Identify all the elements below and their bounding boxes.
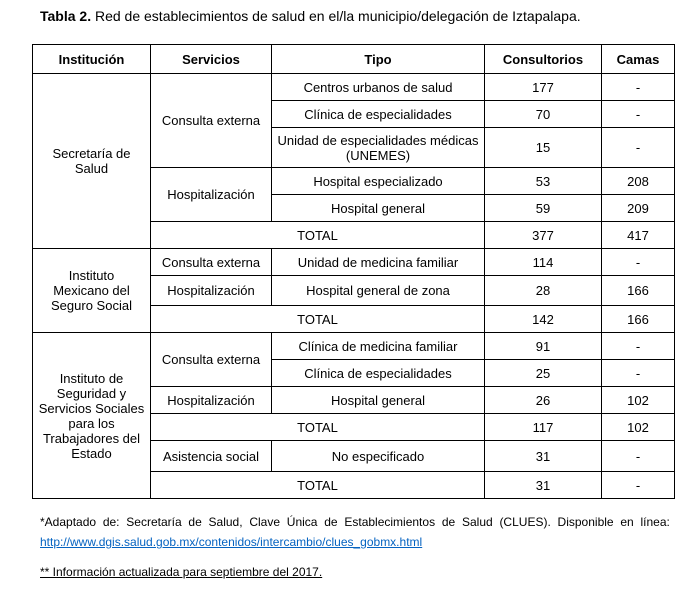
total-camas: 102 <box>602 414 675 441</box>
cell-consultorios: 26 <box>485 387 602 414</box>
total-consultorios: 31 <box>485 472 602 499</box>
cell-camas: - <box>602 441 675 472</box>
service-asistencia-social: Asistencia social <box>151 441 272 472</box>
cell-consultorios: 28 <box>485 276 602 306</box>
total-label: TOTAL <box>151 414 485 441</box>
cell-camas: 102 <box>602 387 675 414</box>
cell-camas: - <box>602 249 675 276</box>
institution-imss: Instituto Mexicano del Seguro Social <box>33 249 151 333</box>
source-word: de <box>441 515 456 529</box>
cell-camas: - <box>602 360 675 387</box>
cell-consultorios: 15 <box>485 128 602 168</box>
source-word: (CLUES). <box>499 515 551 529</box>
cell-tipo: Hospital general <box>272 195 485 222</box>
header-consultorios: Consultorios <box>485 45 602 74</box>
service-consulta-externa: Consulta externa <box>151 333 272 387</box>
source-footnote <box>40 512 670 552</box>
source-word: Secretaría <box>126 515 182 529</box>
table-caption <box>40 8 581 24</box>
source-text <box>40 512 670 532</box>
total-label: TOTAL <box>151 306 485 333</box>
caption-label: Tabla 2. <box>40 8 92 24</box>
service-consulta-externa: Consulta externa <box>151 74 272 168</box>
cell-consultorios: 31 <box>485 441 602 472</box>
cell-camas: - <box>602 74 675 101</box>
service-hospitalizacion: Hospitalización <box>151 168 272 222</box>
cell-consultorios: 91 <box>485 333 602 360</box>
source-word: de: <box>102 515 120 529</box>
source-word: línea: <box>640 515 670 529</box>
cell-consultorios: 59 <box>485 195 602 222</box>
cell-tipo: Unidad de especialidades médicas (UNEMES) <box>272 128 485 168</box>
cell-camas: - <box>602 333 675 360</box>
header-tipo: Tipo <box>272 45 485 74</box>
cell-tipo: Clínica de especialidades <box>272 360 485 387</box>
source-word: Establecimientos <box>344 515 436 529</box>
cell-camas: - <box>602 128 675 168</box>
update-footnote: ** Información actualizada para septiembre del 2017. <box>40 565 323 579</box>
cell-tipo: Hospital especializado <box>272 168 485 195</box>
cell-tipo: Hospital general <box>272 387 485 414</box>
total-camas: 417 <box>602 222 675 249</box>
cell-tipo: Centros urbanos de salud <box>272 74 485 101</box>
source-word: Clave <box>249 515 281 529</box>
source-word: de <box>324 515 338 529</box>
header-servicios: Servicios <box>151 45 272 74</box>
cell-tipo: Unidad de medicina familiar <box>272 249 485 276</box>
cell-camas: 209 <box>602 195 675 222</box>
caption-text: Red de establecimientos de salud en el/la municipio/delegación de Iztapalapa. <box>94 8 581 24</box>
cell-consultorios: 25 <box>485 360 602 387</box>
health-establishments-table <box>32 44 675 499</box>
table-row <box>33 249 675 276</box>
institution-issste: Instituto de Seguridad y Servicios Sociales para los Trabajadores del Estado <box>33 333 151 499</box>
total-label: TOTAL <box>151 222 485 249</box>
cell-consultorios: 114 <box>485 249 602 276</box>
total-camas: 166 <box>602 306 675 333</box>
total-consultorios: 117 <box>485 414 602 441</box>
cell-tipo: No especificado <box>272 441 485 472</box>
source-word: Única <box>286 515 318 529</box>
total-label: TOTAL <box>151 472 485 499</box>
source-word: de <box>188 515 202 529</box>
cell-camas: - <box>602 101 675 128</box>
service-hospitalizacion: Hospitalización <box>151 276 272 306</box>
total-camas: - <box>602 472 675 499</box>
total-consultorios: 142 <box>485 306 602 333</box>
cell-consultorios: 177 <box>485 74 602 101</box>
clues-link[interactable]: http://www.dgis.salud.gob.mx/contenidos/intercambio/clues_gobmx.html <box>40 535 423 549</box>
source-word: Disponible <box>557 515 614 529</box>
header-camas: Camas <box>602 45 675 74</box>
header-row <box>33 45 675 74</box>
header-institucion: Institución <box>33 45 151 74</box>
cell-camas: 208 <box>602 168 675 195</box>
source-word: Salud <box>461 515 493 529</box>
total-consultorios: 377 <box>485 222 602 249</box>
cell-consultorios: 53 <box>485 168 602 195</box>
cell-tipo: Hospital general de zona <box>272 276 485 306</box>
service-consulta-externa: Consulta externa <box>151 249 272 276</box>
table-row <box>33 74 675 101</box>
cell-consultorios: 70 <box>485 101 602 128</box>
source-word: *Adaptado <box>40 515 97 529</box>
source-word: en <box>620 515 634 529</box>
table-row <box>33 333 675 360</box>
cell-camas: 166 <box>602 276 675 306</box>
institution-ssa: Secretaría de Salud <box>33 74 151 249</box>
cell-tipo: Clínica de medicina familiar <box>272 333 485 360</box>
cell-tipo: Clínica de especialidades <box>272 101 485 128</box>
service-hospitalizacion: Hospitalización <box>151 387 272 414</box>
source-word: Salud, <box>208 515 243 529</box>
